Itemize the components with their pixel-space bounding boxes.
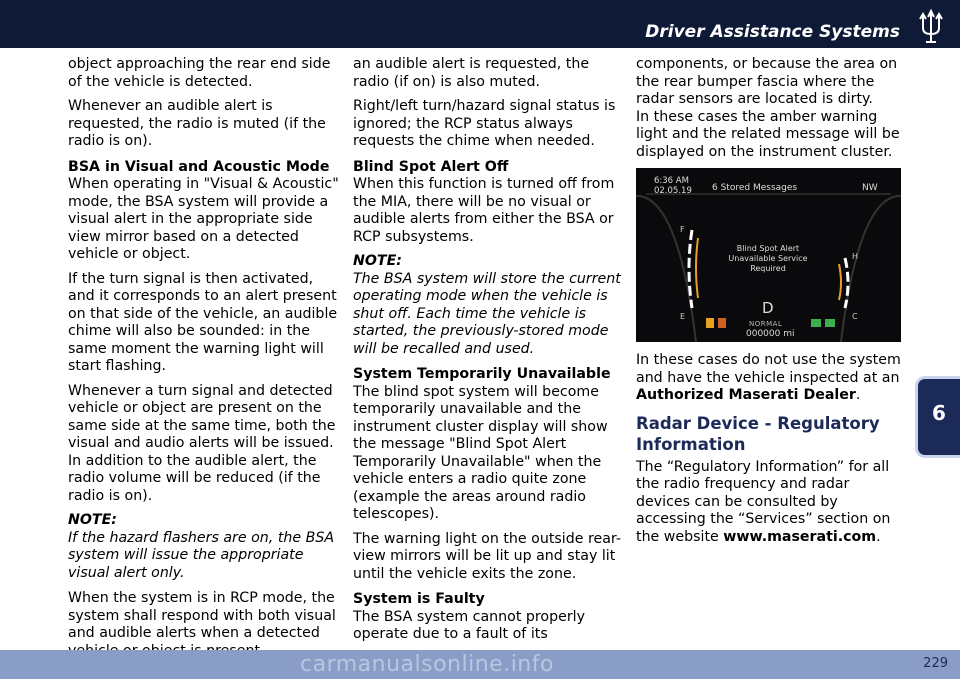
column-2 xyxy=(353,56,621,651)
paragraph: object approaching the rear end side of the vehicle is detected. xyxy=(68,56,331,90)
paragraph: The BSA system cannot properly operate due to a fault of its xyxy=(353,608,586,642)
subheading: Blind Spot Alert Off xyxy=(353,158,509,175)
paragraph: The blind spot system will become temporarily unavailable and the instrument cluster display will show the message "Blind Spot Alert Temporarily Unavailable" when the vehicle enters a radio quite zone (example the areas around radio telescopes). xyxy=(353,383,608,522)
drive-mode: NORMAL xyxy=(749,320,783,328)
dealer-name: Authorized Maserati Dealer xyxy=(636,387,856,403)
paragraph: When this function is turned off from the MIA, there will be no visual or audible alerts from either the BSA or RCP subsystems. xyxy=(353,176,615,245)
paragraph: Right/left turn/hazard signal status is ignored; the RCP status always requests the chime when needed. xyxy=(353,98,616,149)
note-text: The BSA system will store the current operating mode when the vehicle is shut off. Each time the vehicle is started, the previously-stored mode will be recalled and used. xyxy=(353,270,621,357)
paragraph: components, or because the area on the rear bumper fascia where the radar sensors are located is dirty. xyxy=(636,56,898,107)
paragraph: The warning light on the outside rear-view mirrors will be lit up and stay lit until the vehicle exits the zone. xyxy=(353,530,621,582)
subheading: System Temporarily Unavailable xyxy=(353,366,611,382)
section-title: Driver Assistance Systems xyxy=(645,22,900,42)
paragraph: If the turn signal is then activated, and it corresponds to an alert present on that side of the vehicle, an audible chime will also be sounded: in the same moment the warning light will start flashing. xyxy=(68,270,338,374)
website-link: www.maserati.com xyxy=(723,528,877,545)
cluster-stored-messages: 6 Stored Messages xyxy=(712,183,798,193)
paragraph: an audible alert is requested, the radio (if on) is also muted. xyxy=(353,56,590,90)
maserati-trident-icon xyxy=(914,8,948,46)
paragraph: When the system is in RCP mode, the system shall respond with both visual and audible alerts when a detected xyxy=(68,590,336,641)
subheading: System is Faulty xyxy=(353,591,485,607)
paragraph: The “Regulatory Information” for all the radio frequency and radar devices can be consulted by accessing the “Services” section on the website www.maserati.com. xyxy=(636,458,891,545)
temp-hot-label: H xyxy=(852,252,859,261)
cluster-time: 6:36 AM 02.05.19 xyxy=(654,176,692,196)
gear-indicator: D xyxy=(762,299,774,317)
cluster-compass: NW xyxy=(862,183,878,193)
subheading: BSA in Visual and Acoustic Mode xyxy=(68,158,330,175)
temp-cold-label: C xyxy=(852,312,858,321)
page-number: 229 xyxy=(923,656,948,671)
fuel-empty-label: E xyxy=(680,312,686,321)
instrument-cluster-image xyxy=(636,168,901,342)
note-label: NOTE: xyxy=(353,253,402,269)
note-text: If the hazard flashers are on, the BSA system will issue the appropriate visual alert only. xyxy=(68,529,335,581)
paragraph: When operating in "Visual & Acoustic" mode, the BSA system will provide a visual alert in the appropriate side view mirror based on a detected vehicle or object. xyxy=(68,176,339,262)
paragraph: In these cases do not use the system and have the vehicle inspected at an Authorized Maserati Dealer. xyxy=(636,352,901,403)
chapter-number: 6 xyxy=(932,401,946,425)
paragraph: Whenever a turn signal and detected vehicle or object are present on the same side at the same time, both the visual and audio alerts will be issued. In addition to the audible alert, the radio volume will be reduced (if the radio is on). xyxy=(68,382,336,504)
page-footer xyxy=(0,650,960,679)
column-3 xyxy=(636,56,906,553)
cluster-warning-message: Blind Spot Alert Unavailable Service Required xyxy=(728,244,808,273)
watermark: carmanualsonline.info xyxy=(300,652,554,677)
paragraph: Whenever an audible alert is requested, the radio is muted (if the radio is on). xyxy=(68,98,326,149)
note-label: NOTE: xyxy=(68,512,117,528)
fuel-full-label: F xyxy=(680,225,685,234)
odometer: 000000 mi xyxy=(746,329,795,339)
chapter-tab xyxy=(915,376,960,458)
column-1 xyxy=(68,56,340,685)
section-heading: Radar Device - Regulatory Information xyxy=(636,413,880,454)
paragraph: In these cases the amber warning light and the related message will be displayed on the instrument cluster. xyxy=(636,108,900,160)
page-header xyxy=(0,0,960,48)
